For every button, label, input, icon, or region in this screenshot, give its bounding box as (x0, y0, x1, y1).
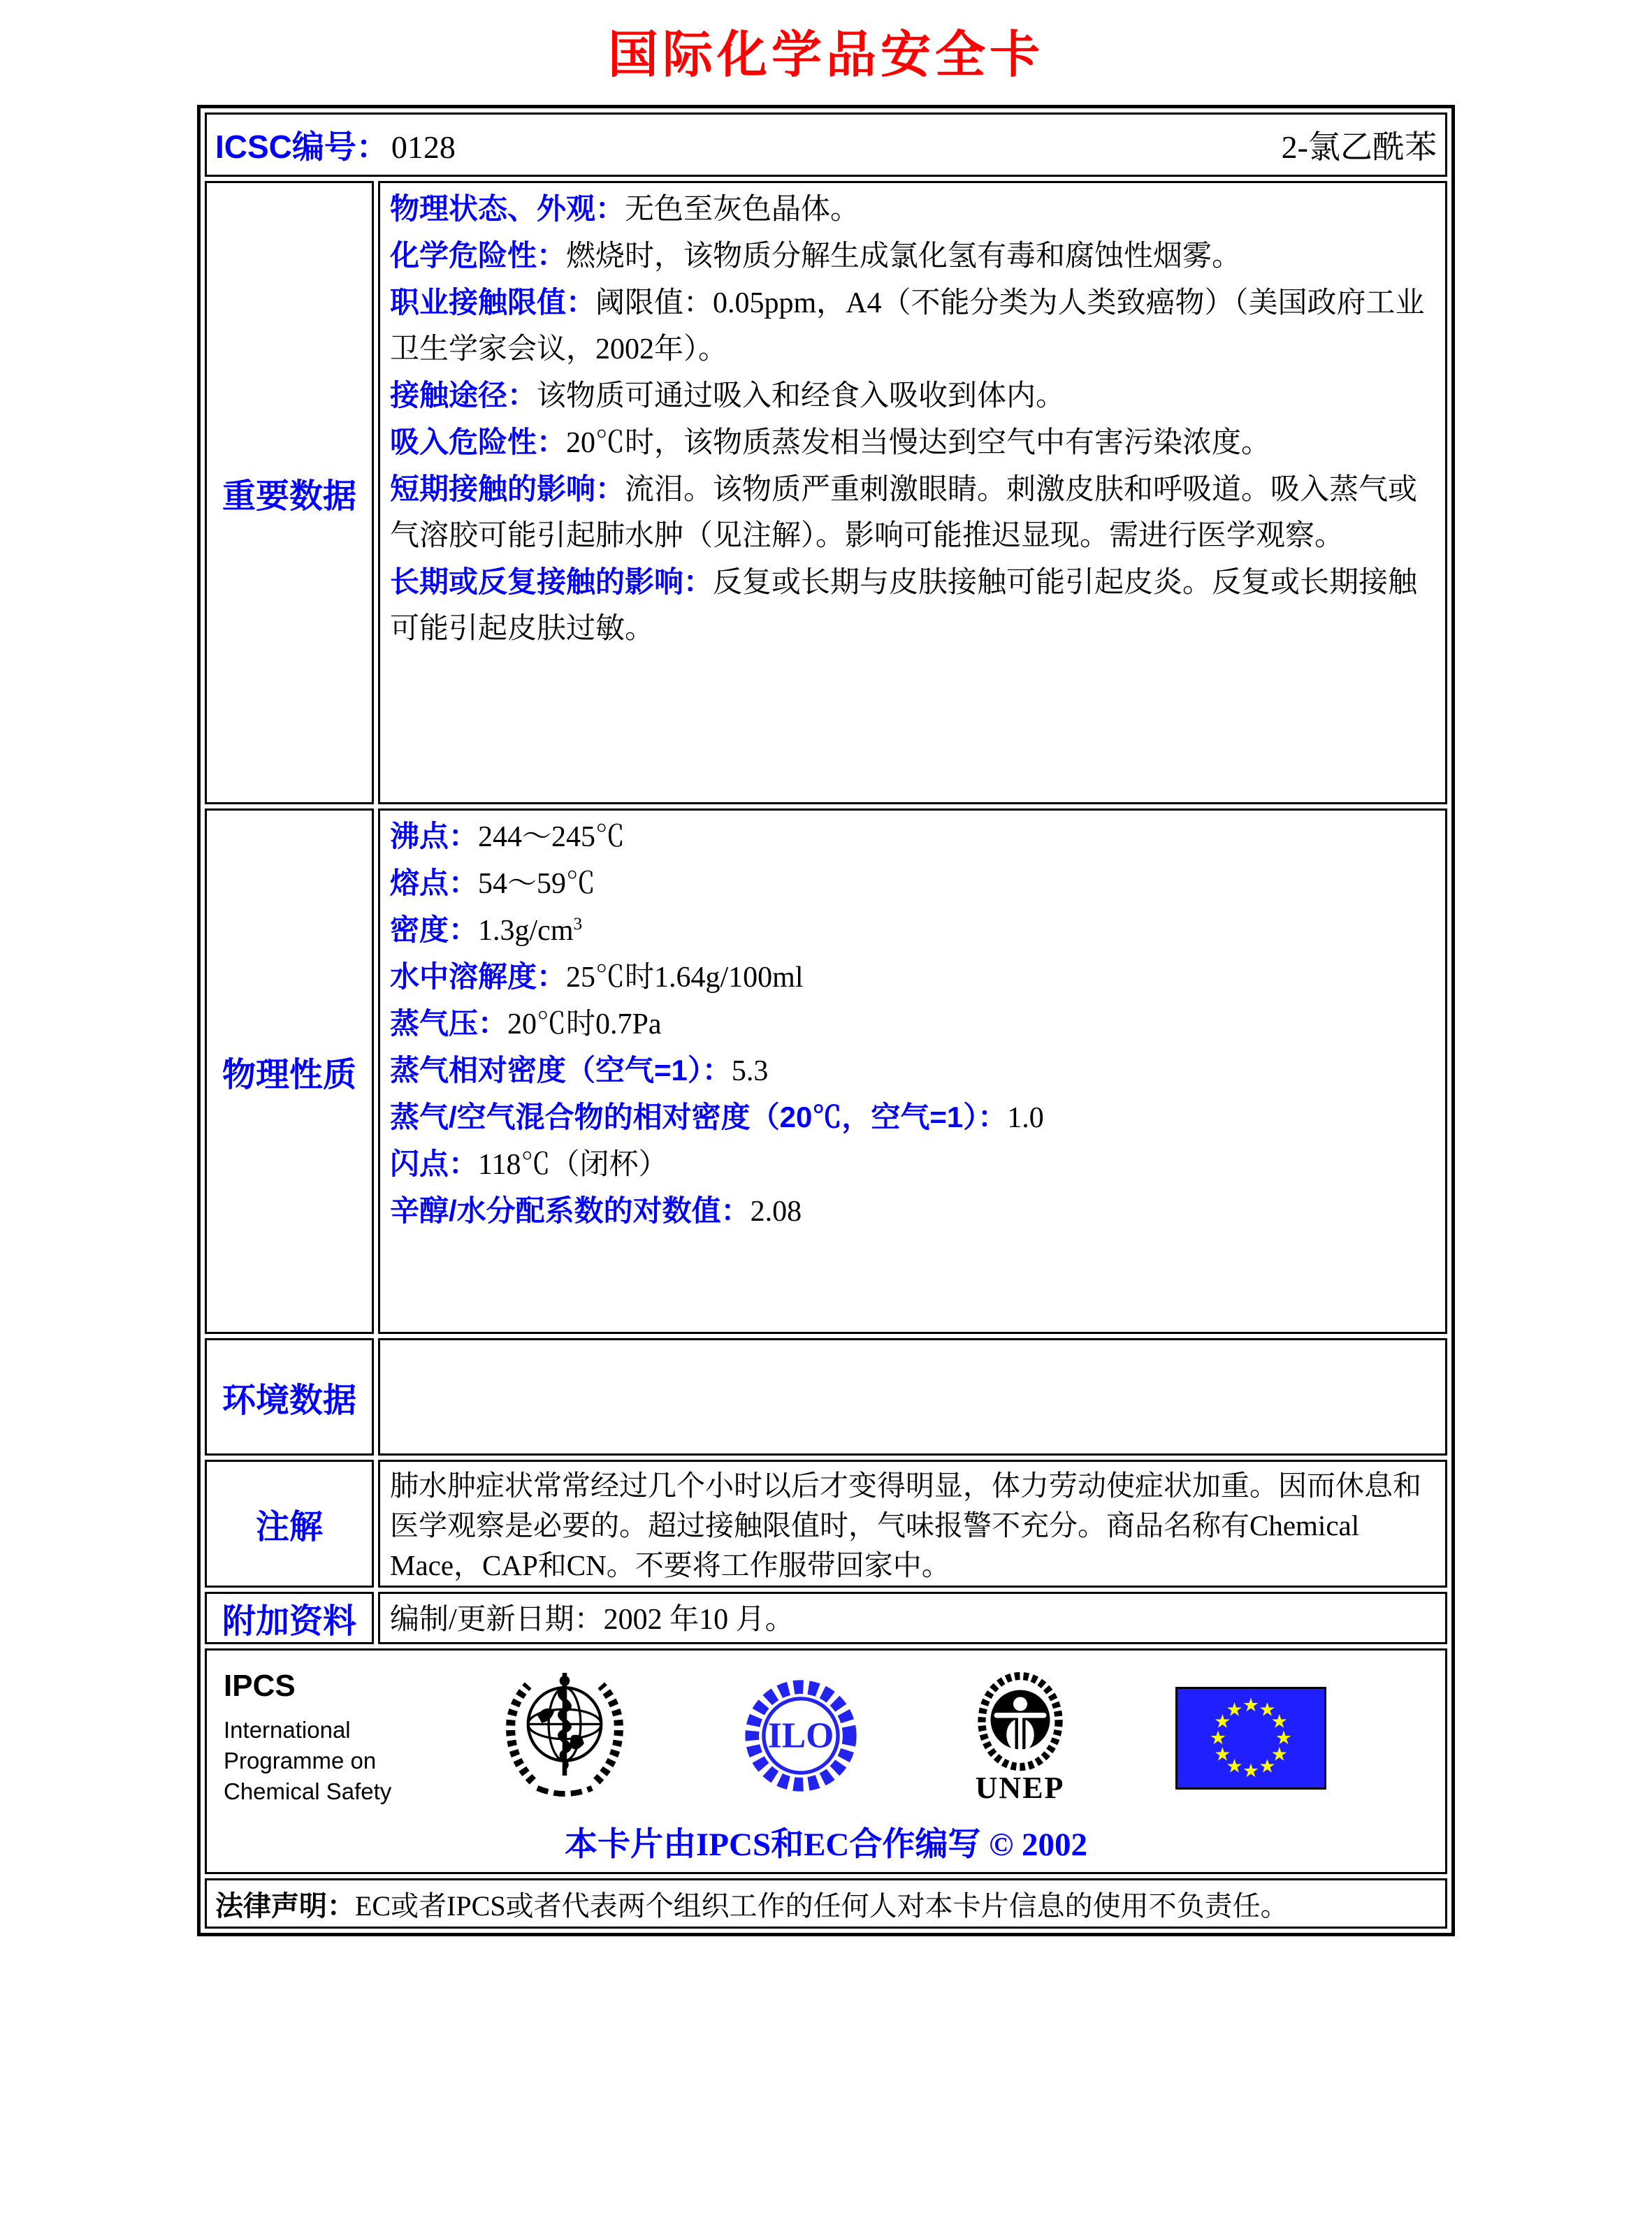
field-value: 阈限值：0.05ppm，A4（不能分类为人类致癌物）（美国政府工业卫生学家会议，2002年）。 (390, 287, 1425, 365)
legal-label: 法律声明： (215, 1890, 355, 1922)
unep-letters: UNEP (975, 1770, 1065, 1805)
field-label: 密度： (390, 913, 479, 946)
field-value: 反复或长期与皮肤接触可能引起皮炎。反复或长期接触可能引起皮肤过敏。 (390, 567, 1418, 645)
section-content-physical-properties (378, 808, 1447, 1334)
field-label: 职业接触限值： (390, 286, 596, 319)
section-label-important-data: 重要数据 (205, 181, 374, 804)
field-value: 2.08 (750, 1196, 802, 1228)
legal-text: EC或者IPCS或者代表两个组织工作的任何人对本卡片信息的使用不负责任。 (355, 1889, 1289, 1922)
svg-text:★: ★ (1242, 1694, 1260, 1716)
field-label: 蒸气/空气混合物的相对密度（20℃，空气=1）： (390, 1101, 1008, 1133)
section-label-physical-properties: 物理性质 (205, 808, 374, 1334)
section-label-additional-info: 附加资料 (205, 1592, 374, 1644)
svg-text:★: ★ (1259, 1698, 1276, 1720)
field-label: 蒸气压： (390, 1007, 508, 1040)
ilo-letters: ILO (767, 1715, 834, 1756)
ipcs-subtitle-line: International (224, 1717, 351, 1743)
page-title: 国际化学品安全卡 (607, 24, 1044, 84)
ipcs-acronym: IPCS (224, 1669, 296, 1703)
field-label: 辛醇/水分配系数的对数值： (390, 1194, 751, 1227)
important-data-item (390, 372, 1435, 419)
section-content-notes: 肺水肿症状常常经过几个小时以后才变得明显，体力劳动使症状加重。因而休息和医学观察是必要的。超过接触限值时，气味报警不充分。商品名称有Chemical Mace，CAP和CN。不要将工作服带回家中。 (378, 1460, 1447, 1588)
icsc-number-label: ICSC编号： (215, 129, 389, 165)
logos-row (221, 1669, 1431, 1807)
physical-property-item (390, 860, 1435, 907)
field-value: 54～59℃ (478, 868, 596, 900)
important-data-item (390, 186, 1435, 233)
field-value: 5.3 (731, 1055, 769, 1087)
ipcs-subtitle-line: Programme on (224, 1748, 377, 1773)
icsc-card-table (197, 105, 1455, 1936)
field-value: 20℃时，该物质蒸发相当慢达到空气中有害污染浓度。 (566, 427, 1271, 459)
copyright-text: 本卡片由IPCS和EC合作编写 (565, 1827, 981, 1863)
physical-property-item (390, 1001, 1435, 1047)
physical-property-item (390, 954, 1435, 1001)
field-label: 沸点： (390, 820, 479, 853)
important-data-item (390, 419, 1435, 466)
field-value: 244～245℃ (478, 821, 625, 853)
svg-text:★: ★ (1242, 1760, 1260, 1782)
field-value: 该物质可通过吸入和经食入吸收到体内。 (537, 380, 1066, 412)
svg-text:★: ★ (1259, 1755, 1276, 1778)
field-label: 长期或反复接触的影响： (390, 565, 713, 598)
unep-logo-icon (968, 1671, 1073, 1806)
ipcs-text-block (224, 1669, 391, 1807)
physical-property-item (390, 907, 1435, 954)
field-label: 闪点： (390, 1147, 479, 1180)
section-content-environmental-data (378, 1338, 1447, 1456)
field-label: 熔点： (390, 866, 479, 899)
important-data-item (390, 559, 1435, 652)
section-label-notes: 注解 (205, 1460, 374, 1588)
field-value: 无色至灰色晶体。 (625, 194, 860, 226)
eu-flag-icon (1175, 1687, 1326, 1790)
section-content-important-data (378, 181, 1447, 804)
important-data-item (390, 466, 1435, 559)
svg-text:★: ★ (1226, 1698, 1243, 1720)
field-value: 118℃（闭杯） (478, 1149, 668, 1181)
ilo-logo-icon (737, 1674, 864, 1801)
field-label: 短期接触的影响： (390, 472, 625, 505)
copyright-year: © 2002 (989, 1827, 1087, 1863)
field-value: 25℃时1.64g/100ml (566, 962, 804, 994)
svg-text:★: ★ (1275, 1727, 1293, 1749)
field-label: 吸入危险性： (390, 426, 567, 458)
svg-text:★: ★ (1270, 1711, 1288, 1732)
icsc-number-group (215, 122, 456, 168)
important-data-item (390, 233, 1435, 280)
svg-text:★: ★ (1209, 1727, 1227, 1749)
svg-text:★: ★ (1226, 1755, 1243, 1778)
icsc-number-value: 0128 (391, 129, 456, 165)
svg-text:★: ★ (1214, 1743, 1231, 1765)
who-logo-icon (495, 1669, 635, 1806)
field-value: 1.3g/cm (478, 915, 574, 947)
ipcs-subtitle-line: Chemical Safety (224, 1778, 392, 1804)
legal-disclaimer-row (205, 1878, 1447, 1929)
field-label: 物理状态、外观： (390, 192, 625, 225)
svg-text:★: ★ (1214, 1711, 1231, 1732)
svg-text:★: ★ (1270, 1743, 1288, 1765)
field-label: 化学危险性： (390, 239, 567, 272)
field-label: 接触途径： (390, 379, 537, 412)
section-label-environmental-data: 环境数据 (205, 1338, 374, 1456)
field-value-superscript: 3 (573, 915, 583, 934)
physical-property-item (390, 813, 1435, 860)
copyright-line (221, 1818, 1431, 1865)
field-label: 蒸气相对密度（空气=1）： (390, 1054, 732, 1087)
important-data-item (390, 280, 1435, 372)
physical-property-item (390, 1047, 1435, 1094)
field-value: 燃烧时，该物质分解生成氯化氢有毒和腐蚀性烟雾。 (566, 240, 1242, 273)
physical-property-item (390, 1188, 1435, 1235)
section-content-additional-info: 编制/更新日期：2002 年10 月。 (378, 1592, 1447, 1644)
physical-property-item (390, 1094, 1435, 1141)
field-value: 1.0 (1007, 1102, 1044, 1134)
physical-property-item (390, 1141, 1435, 1188)
field-value: 流泪。该物质严重刺激眼睛。刺激皮肤和呼吸道。吸入蒸气或气溶胶可能引起肺水肿（见注解）。影响可能推迟显现。需进行医学观察。 (390, 474, 1418, 552)
organizations-footer (205, 1648, 1447, 1874)
chemical-name: 2-氯乙酰苯 (1281, 129, 1437, 165)
card-header-row (205, 113, 1447, 177)
card-header (215, 122, 1437, 168)
field-value: 20℃时0.7Pa (507, 1008, 662, 1040)
field-label: 水中溶解度： (390, 960, 567, 993)
